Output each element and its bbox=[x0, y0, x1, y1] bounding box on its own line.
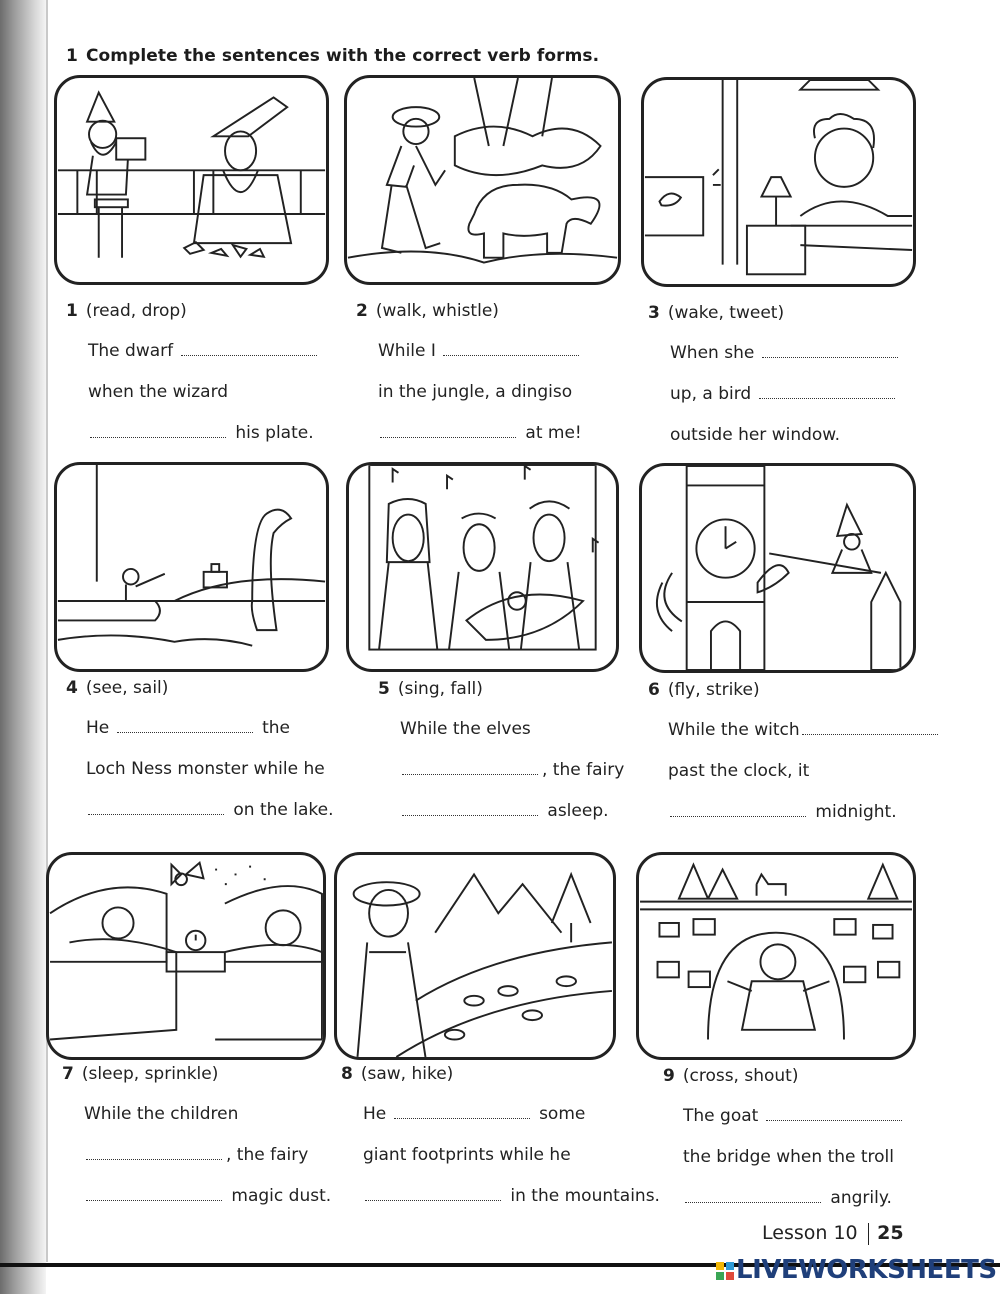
sentence-text: giant footprints while he bbox=[363, 1145, 571, 1165]
answer-blank[interactable] bbox=[365, 1199, 501, 1201]
answer-blank[interactable] bbox=[802, 733, 938, 735]
sentence-text: angrily. bbox=[830, 1188, 892, 1208]
jungle-dingiso-illustration bbox=[347, 78, 618, 282]
verbs-hint: (saw, hike) bbox=[360, 1064, 454, 1084]
sentence-text: , the fairy bbox=[226, 1145, 309, 1165]
goat-troll-illustration bbox=[639, 855, 913, 1057]
picture-8-hiker-footprints bbox=[334, 852, 616, 1060]
verbs-hint: (walk, whistle) bbox=[375, 301, 499, 321]
answer-blank[interactable] bbox=[759, 397, 895, 399]
sentence-text: outside her window. bbox=[670, 425, 841, 445]
item-number: 4 bbox=[66, 678, 78, 698]
book-spine-shadow bbox=[0, 0, 46, 1294]
children-fairy-illustration bbox=[49, 855, 323, 1057]
girl-bird-illustration bbox=[644, 80, 913, 284]
verbs-hint: (see, sail) bbox=[85, 678, 169, 698]
item-7 bbox=[62, 1063, 352, 1226]
sentence-text: in the mountains. bbox=[510, 1186, 660, 1206]
exercise-heading bbox=[66, 46, 599, 66]
item-number: 1 bbox=[66, 301, 78, 321]
footer-separator bbox=[868, 1223, 870, 1245]
sentence-text: Loch Ness monster while he bbox=[86, 759, 325, 779]
sentence-text: While the children bbox=[84, 1104, 239, 1124]
sentence-text: the bridge when the troll bbox=[683, 1147, 894, 1167]
item-1 bbox=[66, 300, 346, 463]
verbs-hint: (wake, tweet) bbox=[667, 303, 785, 323]
sentence-text: The dwarf bbox=[88, 341, 174, 361]
hiker-footprints-illustration bbox=[337, 855, 613, 1057]
picture-1-dwarf-wizard bbox=[54, 75, 329, 285]
item-9 bbox=[663, 1065, 953, 1228]
answer-blank[interactable] bbox=[86, 1158, 222, 1160]
sentence-text: magic dust. bbox=[231, 1186, 332, 1206]
item-3 bbox=[648, 302, 938, 465]
page-edge bbox=[46, 0, 48, 1262]
item-number: 3 bbox=[648, 303, 660, 323]
sentence-text: When she bbox=[670, 343, 755, 363]
elves-fairy-illustration bbox=[349, 465, 616, 669]
sentence-text: the bbox=[262, 718, 290, 738]
sentence-text: He bbox=[363, 1104, 387, 1124]
sentence-text: midnight. bbox=[815, 802, 897, 822]
picture-6-witch-clock bbox=[639, 463, 916, 673]
verbs-hint: (read, drop) bbox=[85, 301, 187, 321]
answer-blank[interactable] bbox=[762, 356, 898, 358]
page-number: 25 bbox=[877, 1222, 904, 1244]
sentence-text: up, a bird bbox=[670, 384, 752, 404]
sentence-text: While the witch bbox=[668, 720, 800, 740]
item-6 bbox=[648, 679, 948, 842]
sentence-text: While I bbox=[378, 341, 436, 361]
picture-9-goat-troll bbox=[636, 852, 916, 1060]
sentence-text: when the wizard bbox=[88, 382, 229, 402]
sentence-text: While the elves bbox=[400, 719, 531, 739]
item-number: 9 bbox=[663, 1066, 675, 1086]
witch-clock-illustration bbox=[642, 466, 913, 670]
picture-7-children-fairy bbox=[46, 852, 326, 1060]
sentence-text: his plate. bbox=[235, 423, 314, 443]
answer-blank[interactable] bbox=[394, 1117, 530, 1119]
exercise-number: 1 bbox=[66, 46, 78, 66]
answer-blank[interactable] bbox=[86, 1199, 222, 1201]
item-number: 2 bbox=[356, 301, 368, 321]
verbs-hint: (sing, fall) bbox=[397, 679, 483, 699]
item-number: 5 bbox=[378, 679, 390, 699]
picture-2-jungle-dingiso bbox=[344, 75, 621, 285]
answer-blank[interactable] bbox=[402, 773, 538, 775]
exercise-instruction: Complete the sentences with the correct verb forms. bbox=[85, 46, 600, 66]
lesson-label: Lesson 10 bbox=[762, 1222, 858, 1244]
sentence-text: The goat bbox=[683, 1106, 759, 1126]
verbs-hint: (sleep, sprinkle) bbox=[81, 1064, 219, 1084]
picture-4-loch-ness bbox=[54, 462, 329, 672]
answer-blank[interactable] bbox=[90, 436, 226, 438]
sentence-text: in the jungle, a dingiso bbox=[378, 382, 573, 402]
answer-blank[interactable] bbox=[88, 813, 224, 815]
item-8 bbox=[341, 1063, 660, 1226]
answer-blank[interactable] bbox=[670, 815, 806, 817]
answer-blank[interactable] bbox=[181, 354, 317, 356]
item-2 bbox=[356, 300, 636, 463]
sentence-text: , the fairy bbox=[542, 760, 625, 780]
verbs-hint: (fly, strike) bbox=[667, 680, 760, 700]
answer-blank[interactable] bbox=[766, 1119, 902, 1121]
dwarf-wizard-illustration bbox=[57, 78, 326, 282]
answer-blank[interactable] bbox=[380, 436, 516, 438]
page-footer bbox=[762, 1222, 904, 1245]
picture-5-elves-fairy bbox=[346, 462, 619, 672]
answer-blank[interactable] bbox=[443, 354, 579, 356]
item-number: 7 bbox=[62, 1064, 74, 1084]
item-number: 8 bbox=[341, 1064, 353, 1084]
sentence-text: some bbox=[539, 1104, 586, 1124]
answer-blank[interactable] bbox=[685, 1201, 821, 1203]
answer-blank[interactable] bbox=[402, 814, 538, 816]
sentence-text: on the lake. bbox=[233, 800, 334, 820]
sentence-text: past the clock, it bbox=[668, 761, 810, 781]
verbs-hint: (cross, shout) bbox=[682, 1066, 799, 1086]
item-5 bbox=[378, 678, 638, 841]
liveworksheets-brand bbox=[716, 1256, 997, 1284]
picture-3-girl-bird bbox=[641, 77, 916, 287]
sentence-text: He bbox=[86, 718, 110, 738]
sentence-text: asleep. bbox=[547, 801, 609, 821]
item-number: 6 bbox=[648, 680, 660, 700]
loch-ness-illustration bbox=[57, 465, 326, 669]
item-4 bbox=[66, 677, 356, 840]
brand-text: LIVEWORKSHEETS bbox=[736, 1255, 997, 1285]
liveworksheets-logo-icon bbox=[716, 1260, 734, 1282]
sentence-text: at me! bbox=[525, 423, 582, 443]
answer-blank[interactable] bbox=[117, 731, 253, 733]
